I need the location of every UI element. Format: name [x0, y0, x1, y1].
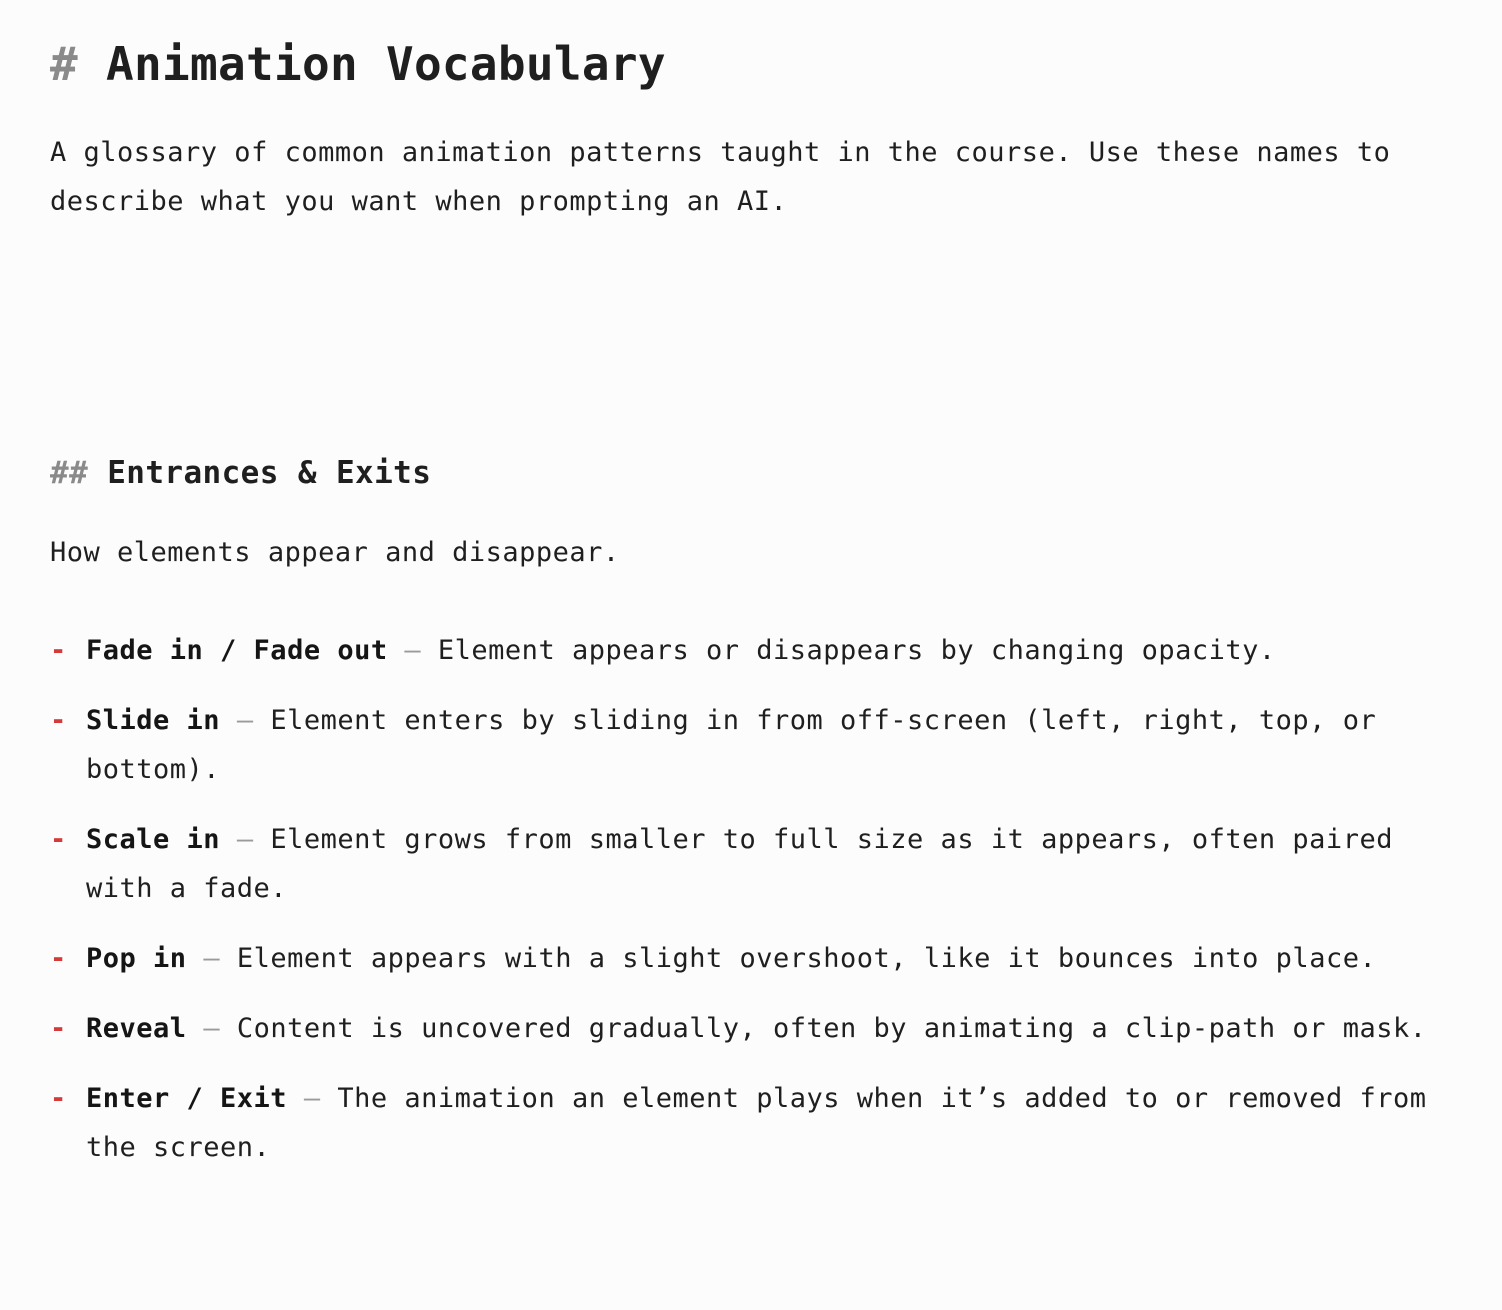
list-bullet: -	[50, 943, 67, 974]
term-list	[50, 626, 1450, 1193]
term-name: Enter / Exit	[86, 1083, 288, 1114]
term-separator: —	[203, 1013, 221, 1044]
page-title	[50, 36, 666, 92]
term-definition: Element appears or disappears by changing opacity.	[437, 635, 1276, 666]
section-description: How elements appear and disappear.	[50, 537, 620, 568]
term-separator: —	[203, 943, 221, 974]
section-heading-marker: ##	[50, 455, 89, 491]
term-separator: —	[303, 1083, 321, 1114]
list-item	[50, 815, 1450, 913]
term-name: Scale in	[86, 824, 221, 855]
list-item	[50, 934, 1450, 983]
list-bullet: -	[50, 705, 67, 736]
list-item	[50, 626, 1450, 675]
intro-paragraph: A glossary of common animation patterns taught in the course. Use these names to describe what you want when prompting an AI.	[50, 137, 1391, 217]
list-item	[50, 1004, 1450, 1053]
term-definition: Element appears with a slight overshoot, like it bounces into place.	[236, 943, 1377, 974]
term-name: Reveal	[86, 1013, 187, 1044]
list-bullet: -	[50, 1083, 67, 1114]
list-item	[50, 1074, 1450, 1172]
term-definition: Element grows from smaller to full size as it appears, often paired with a fade.	[86, 824, 1393, 904]
list-item	[50, 696, 1450, 794]
term-definition: The animation an element plays when it’s added to or removed from the screen.	[86, 1083, 1427, 1163]
title-marker: #	[50, 37, 78, 91]
term-separator: —	[236, 824, 254, 855]
term-name: Slide in	[86, 705, 221, 736]
term-definition: Element enters by sliding in from off-screen (left, right, top, or bottom).	[86, 705, 1377, 785]
list-bullet: -	[50, 1013, 67, 1044]
list-bullet: -	[50, 635, 67, 666]
list-bullet: -	[50, 824, 67, 855]
section-heading-text: Entrances & Exits	[107, 455, 432, 491]
term-separator: —	[236, 705, 254, 736]
section-heading	[50, 452, 431, 494]
term-separator: —	[404, 635, 422, 666]
page-title-text: Animation Vocabulary	[106, 37, 666, 91]
term-definition: Content is uncovered gradually, often by animating a clip-path or mask.	[236, 1013, 1427, 1044]
term-name: Fade in / Fade out	[86, 635, 388, 666]
term-name: Pop in	[86, 943, 187, 974]
